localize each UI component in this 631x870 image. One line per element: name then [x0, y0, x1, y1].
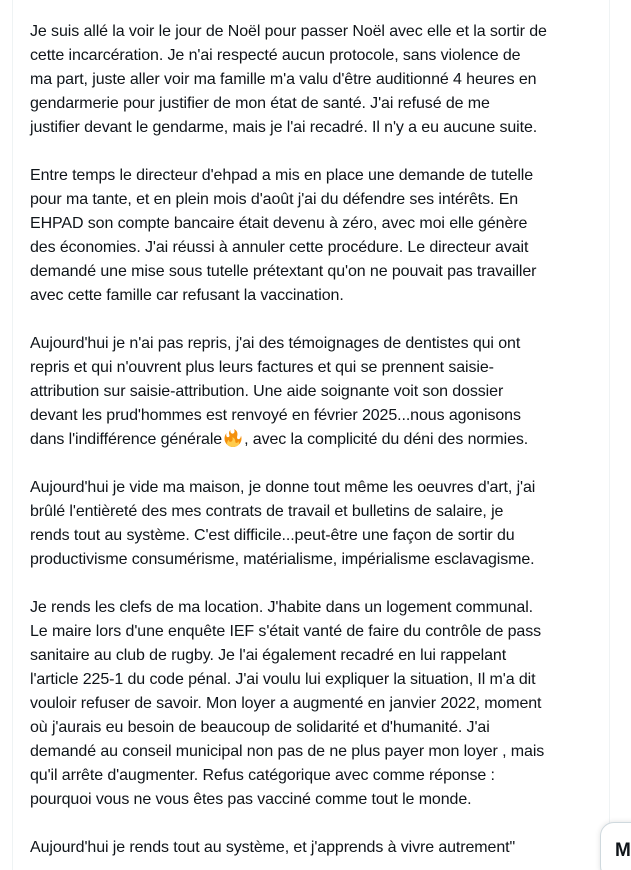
text-segment: , avec la complicité du déni des normies. [244, 431, 529, 448]
text-line: des économies. J'ai réussi à annuler cette procédure. Le directeur avait [30, 239, 529, 256]
text-line: pourquoi vous ne vous êtes pas vacciné comme tout le monde. [30, 791, 472, 808]
text-line: gendarmerie pour justifier de mon état de santé. J'ai refusé de me [30, 95, 490, 112]
text-line: rends tout au système. C'est difficile...peut-être une façon de sortir du [30, 527, 515, 544]
text-line: pour ma tante, et en plein mois d'août j'ai du défendre ses intérêts. En [30, 191, 519, 208]
paragraph-3 [30, 332, 608, 452]
text-line: vouloir refuser de savoir. Mon loyer a augmenté en janvier 2022, moment [30, 695, 542, 712]
text-line: attribution sur saisie-attribution. Une aide soignante voit son dossier [30, 383, 504, 400]
paragraph-2 [30, 164, 608, 308]
fire-emoji-icon [224, 429, 242, 447]
text-line: repris et qui n'ouvrent plus leurs factures et qui se prennent saisie- [30, 359, 494, 376]
text-line: EHPAD son compte bancaire était devenu à zéro, avec moi elle génère [30, 215, 528, 232]
text-line: l'article 225-1 du code pénal. J'ai voulu lui expliquer la situation, Il m'a dit [30, 671, 536, 688]
text-line: Aujourd'hui je n'ai pas repris, j'ai des témoignages de dentistes qui ont [30, 335, 521, 352]
text-line: cette incarcération. Je n'ai respecté aucun protocole, sans violence de [30, 47, 521, 64]
text-line: Je rends les clefs de ma location. J'habite dans un logement communal. [30, 599, 534, 616]
text-line: devant les prud'hommes est renvoyé en février 2025...nous agonisons [30, 407, 521, 424]
post-text [30, 20, 608, 870]
text-line: où j'aurais eu besoin de beaucoup de solidarité et d'humanité. J'ai [30, 719, 490, 736]
post-card [12, 0, 610, 870]
text-line: Le maire lors d'une enquête IEF s'était vanté de faire du contrôle de pass [30, 623, 542, 640]
text-line: productivisme consumérisme, matérialisme, impérialisme esclavagisme. [30, 551, 535, 568]
paragraph-5 [30, 596, 608, 812]
messages-drawer-label: M [615, 840, 631, 861]
text-line: Aujourd'hui je rends tout au système, et j'apprends à vivre autrement" [30, 839, 516, 856]
paragraph-6 [30, 836, 608, 860]
text-segment: dans l'indifférence générale [30, 431, 223, 448]
text-line: Je suis allé la voir le jour de Noël pour passer Noël avec elle et la sortir de [30, 23, 547, 40]
text-line: Aujourd'hui je vide ma maison, je donne tout même les oeuvres d'art, j'ai [30, 479, 536, 496]
text-line: sanitaire au club de rugby. Je l'ai également recadré en lui rappelant [30, 647, 507, 664]
text-line: ma part, juste aller voir ma famille m'a valu d'être auditionné 4 heures en [30, 71, 537, 88]
text-line: demandé au conseil municipal non pas de ne plus payer mon loyer , mais [30, 743, 545, 760]
paragraph-4 [30, 476, 608, 572]
text-line: Entre temps le directeur d'ehpad a mis en place une demande de tutelle [30, 167, 534, 184]
text-line: avec cette famille car refusant la vaccination. [30, 287, 344, 304]
text-line: qu'il arrête d'augmenter. Refus catégorique avec comme réponse : [30, 767, 495, 784]
text-line: justifier devant le gendarme, mais je l'ai recadré. Il n'y a eu aucune suite. [30, 119, 538, 136]
messages-drawer-button[interactable] [600, 822, 631, 870]
text-line: brûlé l'entièreté des mes contrats de travail et bulletins de salaire, je [30, 503, 504, 520]
paragraph-1 [30, 20, 608, 140]
text-line-with-emoji [30, 428, 608, 452]
text-line: demandé une mise sous tutelle prétextant qu'on ne pouvait pas travailler [30, 263, 537, 280]
